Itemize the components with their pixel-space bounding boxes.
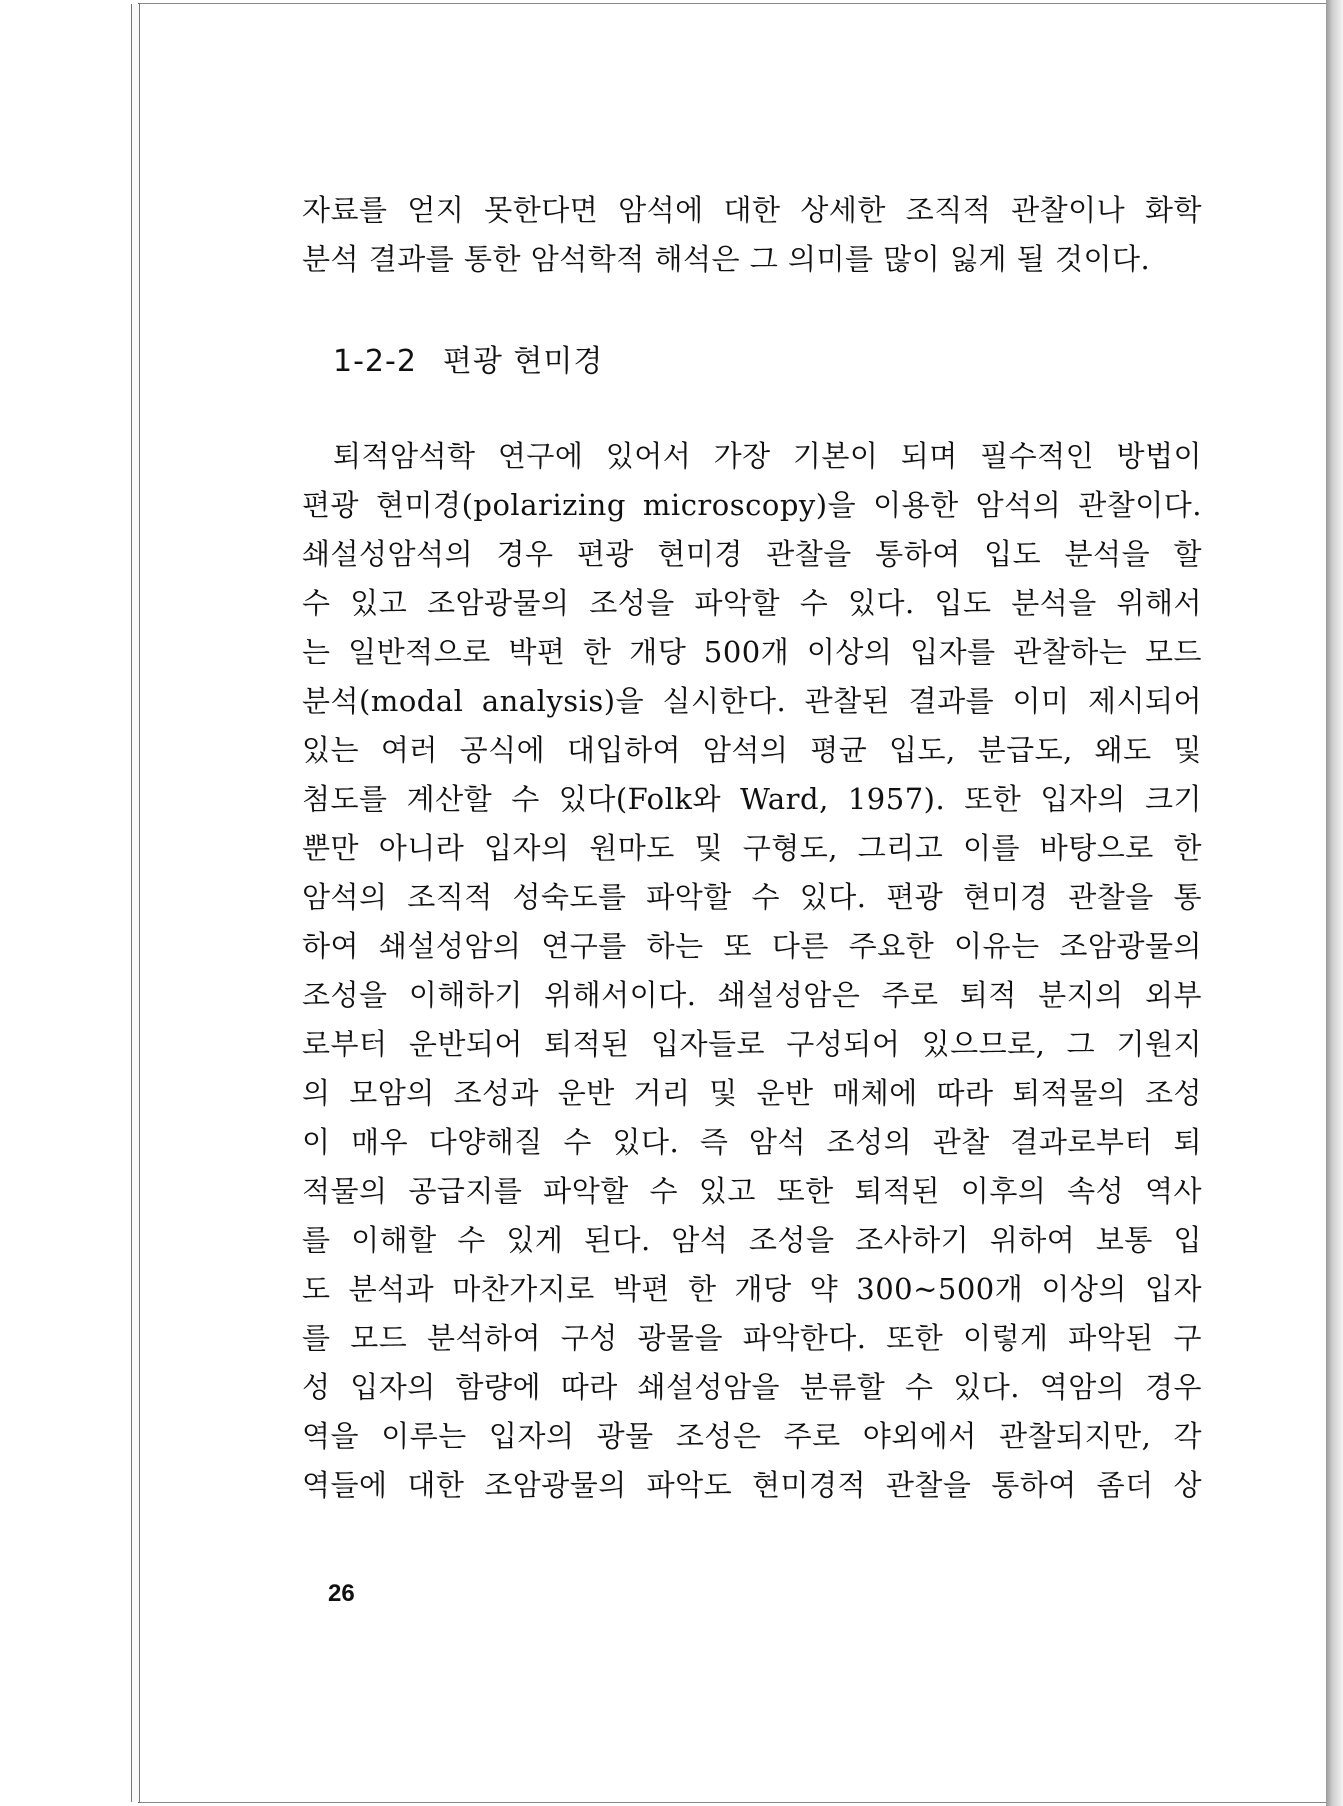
text-line: 자료를 얻지 못한다면 암석에 대한 상세한 조직적 관찰이나 화학 [302,193,1202,227]
text-line: 는 일반적으로 박편 한 개당 500개 이상의 입자를 관찰하는 모드 [302,635,1202,669]
text-line: 성 입자의 함량에 따라 쇄설성암을 분류할 수 있다. 역암의 경우 [302,1370,1202,1404]
section-title: 편광 현미경 [442,344,604,379]
text-line: 첨도를 계산할 수 있다(Folk와 Ward, 1957). 또한 입자의 크기 [302,782,1202,816]
section-number: 1-2-2 [333,344,417,379]
text-line: 이 매우 다양해질 수 있다. 즉 암석 조성의 관찰 결과로부터 퇴 [302,1125,1202,1159]
page-edge-shadow [1326,0,1343,1806]
text-line: 분석(modal analysis)을 실시한다. 관찰된 결과를 이미 제시되어 [302,684,1202,718]
text-line: 를 모드 분석하여 구성 광물을 파악한다. 또한 이렇게 파악된 구 [302,1321,1202,1355]
text-line: 적물의 공급지를 파악할 수 있고 또한 퇴적된 이후의 속성 역사 [302,1174,1202,1208]
page-number: 26 [328,1580,355,1607]
text-line: 를 이해할 수 있게 된다. 암석 조성을 조사하기 위하여 보통 입 [302,1223,1202,1257]
text-line: 암석의 조직적 성숙도를 파악할 수 있다. 편광 현미경 관찰을 통 [302,880,1202,914]
text-line: 분석 결과를 통한 암석학적 해석은 그 의미를 많이 잃게 될 것이다. [302,242,1151,276]
intro-paragraph [302,186,1202,284]
text-line: 퇴적암석학 연구에 있어서 가장 기본이 되며 필수적인 방법이 [333,439,1202,473]
text-line: 편광 현미경(polarizing microscopy)을 이용한 암석의 관찰이다. [302,488,1202,522]
section-heading [333,336,603,380]
text-line: 있는 여러 공식에 대입하여 암석의 평균 입도, 분급도, 왜도 및 [302,733,1202,767]
text-line: 뿐만 아니라 입자의 원마도 및 구형도, 그리고 이를 바탕으로 한 [302,831,1202,865]
text-line: 조성을 이해하기 위해서이다. 쇄설성암은 주로 퇴적 분지의 외부 [302,978,1202,1012]
text-line: 의 모암의 조성과 운반 거리 및 운반 매체에 따라 퇴적물의 조성 [302,1076,1202,1110]
text-line: 역들에 대한 조암광물의 파악도 현미경적 관찰을 통하여 좀더 상 [302,1468,1202,1502]
text-line: 하여 쇄설성암의 연구를 하는 또 다른 주요한 이유는 조암광물의 [302,929,1202,963]
text-line: 쇄설성암석의 경우 편광 현미경 관찰을 통하여 입도 분석을 할 [302,537,1202,571]
text-line: 도 분석과 마찬가지로 박편 한 개당 약 300∼500개 이상의 입자 [302,1272,1202,1306]
text-line: 역을 이루는 입자의 광물 조성은 주로 야외에서 관찰되지만, 각 [302,1419,1202,1453]
text-line: 수 있고 조암광물의 조성을 파악할 수 있다. 입도 분석을 위해서 [302,586,1202,620]
text-line: 로부터 운반되어 퇴적된 입자들로 구성되어 있으므로, 그 기원지 [302,1027,1202,1061]
body-paragraph [302,432,1202,1510]
